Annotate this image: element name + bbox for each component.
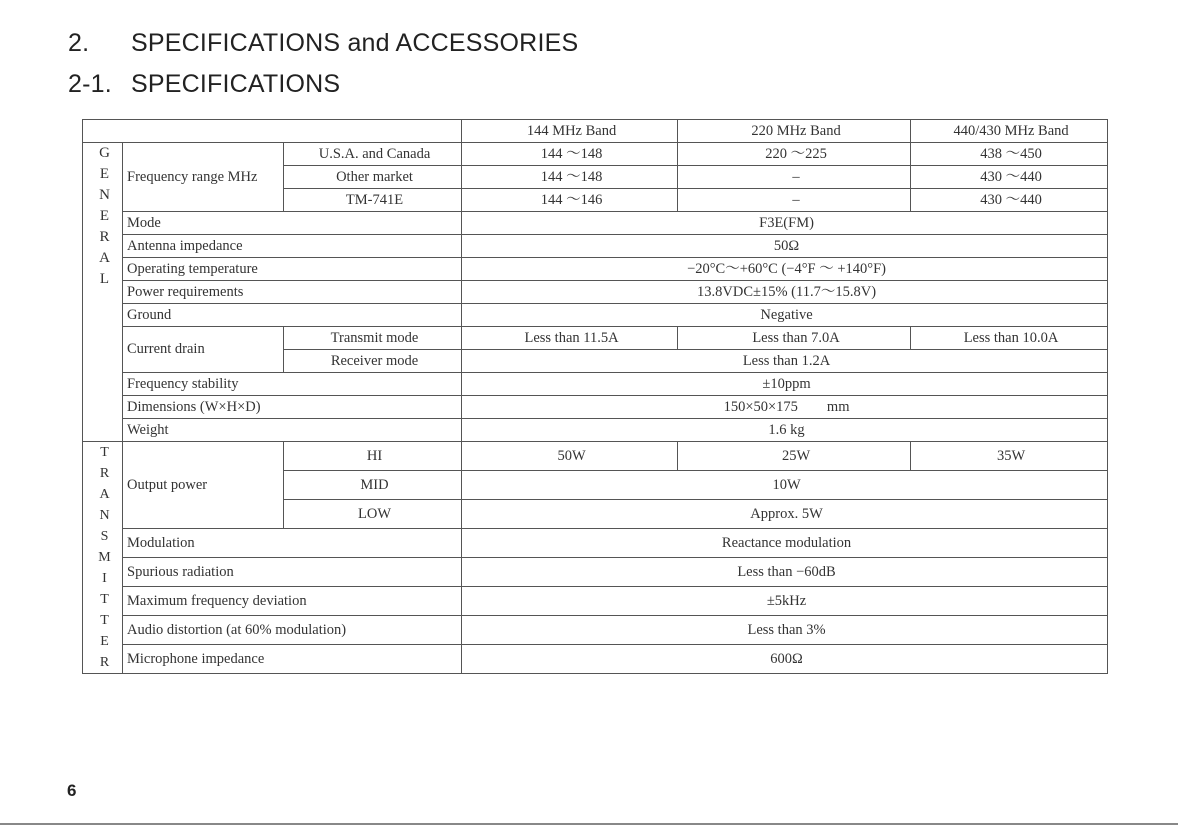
header-220-band: 220 MHz Band — [678, 120, 911, 143]
output-hi-label: HI — [284, 442, 462, 471]
max-deviation-value: ±5kHz — [462, 587, 1108, 616]
table-header-row — [83, 120, 1108, 143]
ground-value: Negative — [462, 304, 1108, 327]
weight-value: 1.6 kg — [462, 419, 1108, 442]
output-hi-440: 35W — [911, 442, 1108, 471]
header-144-band: 144 MHz Band — [462, 120, 678, 143]
audio-distortion-value: Less than 3% — [462, 616, 1108, 645]
mode-label: Mode — [123, 212, 462, 235]
weight-label: Weight — [123, 419, 462, 442]
max-deviation-label: Maximum frequency deviation — [123, 587, 462, 616]
microphone-impedance-value: 600Ω — [462, 645, 1108, 674]
page-number: 6 — [67, 781, 77, 800]
output-hi-220: 25W — [678, 442, 911, 471]
spurious-radiation-value: Less than −60dB — [462, 558, 1108, 587]
freq-usa-440: 438 ～450 — [911, 143, 1108, 166]
freq-tm-144: 144 ～146 — [462, 189, 678, 212]
output-power-label: Output power — [123, 442, 284, 529]
power-requirements-label: Power requirements — [123, 281, 462, 304]
freq-tm-440: 430 ～440 — [911, 189, 1108, 212]
spurious-radiation-label: Spurious radiation — [123, 558, 462, 587]
freq-usa-label: U.S.A. and Canada — [284, 143, 462, 166]
freq-tm-label: TM-741E — [284, 189, 462, 212]
freq-usa-220: 220 ～225 — [678, 143, 911, 166]
antenna-impedance-value: 50Ω — [462, 235, 1108, 258]
modulation-label: Modulation — [123, 529, 462, 558]
bottom-rule — [0, 823, 1178, 825]
modulation-value: Reactance modulation — [462, 529, 1108, 558]
output-low-value: Approx. 5W — [462, 500, 1108, 529]
table-row — [83, 373, 1108, 396]
table-row — [83, 396, 1108, 419]
dimensions-label: Dimensions (W×H×D) — [123, 396, 462, 419]
section-heading — [68, 29, 578, 58]
table-row — [83, 616, 1108, 645]
microphone-impedance-label: Microphone impedance — [123, 645, 462, 674]
table-row — [83, 327, 1108, 350]
subsection-number: 2-1. — [68, 70, 112, 98]
freq-tm-220: – — [678, 189, 911, 212]
antenna-impedance-label: Antenna impedance — [123, 235, 462, 258]
frequency-stability-value: ±10ppm — [462, 373, 1108, 396]
table-row — [83, 212, 1108, 235]
dimensions-value: 150×50×175 mm — [462, 396, 1108, 419]
frequency-stability-label: Frequency stability — [123, 373, 462, 396]
transmitter-section-label: T R A N S M I T T E R — [83, 442, 123, 674]
section-title: SPECIFICATIONS and ACCESSORIES — [131, 29, 579, 57]
output-hi-144: 50W — [462, 442, 678, 471]
current-transmit-440: Less than 10.0A — [911, 327, 1108, 350]
general-section-label: G E N E R A L — [83, 143, 123, 442]
current-transmit-144: Less than 11.5A — [462, 327, 678, 350]
table-row — [83, 143, 1108, 166]
table-row — [83, 258, 1108, 281]
header-440-band: 440/430 MHz Band — [911, 120, 1108, 143]
table-row — [83, 442, 1108, 471]
operating-temperature-label: Operating temperature — [123, 258, 462, 281]
table-row — [83, 558, 1108, 587]
freq-usa-144: 144 ～148 — [462, 143, 678, 166]
table-row — [83, 304, 1108, 327]
output-low-label: LOW — [284, 500, 462, 529]
header-blank-cell — [83, 120, 462, 143]
operating-temperature-value: −20°C～+60°C (−4°F ～ +140°F) — [462, 258, 1108, 281]
power-requirements-value: 13.8VDC±15% (11.7～15.8V) — [462, 281, 1108, 304]
table-row — [83, 281, 1108, 304]
current-transmit-220: Less than 7.0A — [678, 327, 911, 350]
output-mid-label: MID — [284, 471, 462, 500]
mode-value: F3E(FM) — [462, 212, 1108, 235]
table-row — [83, 587, 1108, 616]
freq-other-144: 144 ～148 — [462, 166, 678, 189]
table-row — [83, 235, 1108, 258]
subsection-heading — [68, 70, 340, 99]
table-row — [83, 529, 1108, 558]
ground-label: Ground — [123, 304, 462, 327]
table-row — [83, 419, 1108, 442]
current-drain-label: Current drain — [123, 327, 284, 373]
section-number: 2. — [68, 29, 90, 57]
freq-other-label: Other market — [284, 166, 462, 189]
freq-other-220: – — [678, 166, 911, 189]
output-mid-value: 10W — [462, 471, 1108, 500]
audio-distortion-label: Audio distortion (at 60% modulation) — [123, 616, 462, 645]
table-row — [83, 645, 1108, 674]
frequency-range-label: Frequency range MHz — [123, 143, 284, 212]
current-receive-label: Receiver mode — [284, 350, 462, 373]
freq-other-440: 430 ～440 — [911, 166, 1108, 189]
current-transmit-label: Transmit mode — [284, 327, 462, 350]
current-receive-value: Less than 1.2A — [462, 350, 1108, 373]
specifications-table — [82, 119, 1108, 674]
subsection-title: SPECIFICATIONS — [131, 70, 341, 98]
